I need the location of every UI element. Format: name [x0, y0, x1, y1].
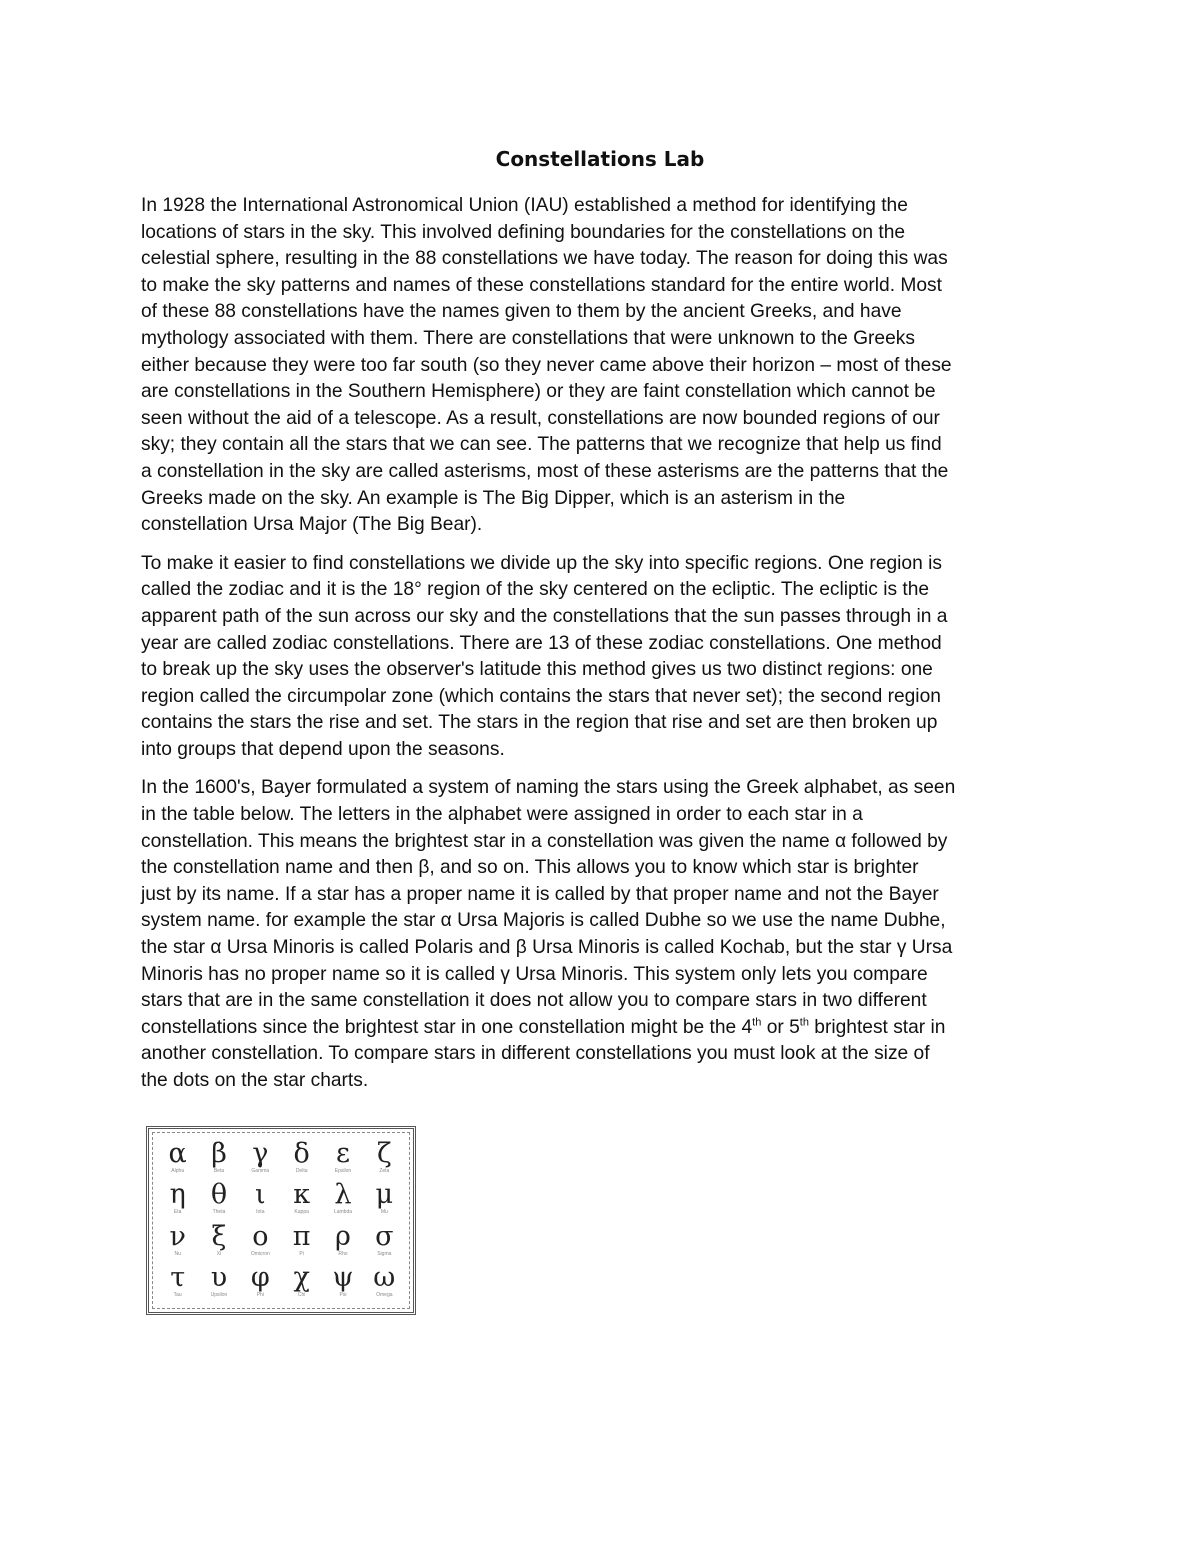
greek-cell: [240, 1222, 281, 1263]
greek-letter-name: Upsilon: [210, 1291, 228, 1298]
greek-cell: [322, 1180, 363, 1221]
greek-letter: η: [169, 1179, 186, 1211]
greek-letter: θ: [210, 1179, 228, 1211]
superscript-4th: th: [752, 1016, 762, 1029]
greek-cell: [157, 1180, 198, 1221]
paragraph-bayer-text-2: or 5: [761, 1016, 800, 1038]
greek-cell: [157, 1139, 198, 1180]
greek-cell: [364, 1222, 405, 1263]
greek-letter-name: Sigma: [377, 1250, 392, 1257]
greek-letter-name: Psi: [339, 1291, 347, 1298]
greek-letter-name: Zeta: [379, 1168, 390, 1174]
greek-letter-name: Nu: [174, 1250, 181, 1257]
greek-letter-name: Iota: [256, 1209, 265, 1216]
greek-cell: [364, 1139, 405, 1180]
greek-letter: μ: [375, 1179, 394, 1211]
greek-letter-name: Theta: [212, 1209, 226, 1216]
greek-cell: [322, 1139, 363, 1180]
greek-letter-name: Omicron: [250, 1250, 270, 1257]
greek-letter-name: Mu: [380, 1209, 388, 1216]
greek-letter: ψ: [332, 1261, 354, 1293]
greek-letter-name: Chi: [297, 1291, 306, 1298]
page-title: Constellations Lab: [495, 147, 705, 171]
greek-cell: [198, 1139, 239, 1180]
greek-cell: [240, 1139, 281, 1180]
greek-cell: [364, 1263, 405, 1304]
greek-letter: ο: [252, 1220, 269, 1252]
greek-letter-name: Tau: [173, 1291, 182, 1298]
greek-cell: [364, 1180, 405, 1221]
greek-letter: ε: [335, 1138, 350, 1169]
greek-letter: β: [211, 1138, 227, 1169]
greek-letter-name: Phi: [256, 1291, 264, 1298]
greek-cell: [281, 1180, 322, 1221]
paragraph-bayer-text-3: brightest star in another constellation. To compare stars in different constellations you must look at the size of the dots on the star charts.: [141, 1016, 946, 1091]
greek-cell: [240, 1180, 281, 1221]
greek-cell: [281, 1222, 322, 1263]
greek-cell: [281, 1139, 322, 1180]
paragraph-zodiac: To make it easier to find constellations we divide up the sky into specific regions. One region is called the zodiac and it is the 18° region of the sky centered on the ecliptic. The ecliptic is the apparent path of the sun across our sky and the constellations that the sun passes through in a year are called zodiac constellations. There are 13 of these zodiac constellations. One method to break up the sky uses the observer's latitude this method gives us two distinct regions: one region called the circumpolar zone (which contains the stars that never set); the second region contains the stars the rise and set. The stars in the region that rise and set are then broken up into groups that depend upon the seasons.: [141, 552, 948, 760]
greek-cell: [240, 1263, 281, 1304]
greek-letter-name: Alpha: [171, 1168, 185, 1174]
greek-letter-name: Kappa: [294, 1209, 309, 1216]
greek-letter: ω: [373, 1261, 396, 1293]
greek-letter-name: Epsilon: [334, 1168, 352, 1174]
greek-letter: ξ: [211, 1220, 227, 1252]
paragraph-iau: In 1928 the International Astronomical Union (IAU) established a method for identifying the locations of stars in the sky. This involved defining boundaries for the constellations on the celestial sphere, resulting in the 88 constellations we have today. The reason for doing this was to make the sky patterns and names of these constellations standard for the entire world. Most of these 88 constellations have the names given to them by the ancient Greeks, and have mythology associated with them. There are constellations that were unknown to the Greeks either because they were too far south (so they never came above their horizon – most of these are constellations in the Southern Hemisphere) or they are faint constellation which cannot be seen without the aid of a telescope. As a result, constellations are now bounded regions of our sky; they contain all the stars that we can see. The patterns that we recognize that help us find a constellation in the sky are called asterisms, most of these asterisms are the patterns that the Greeks made on the sky. An example is The Big Dipper, which is an asterism in the constellation Ursa Major (The Big Bear).: [141, 195, 952, 536]
greek-letter-name: Rho: [338, 1250, 348, 1257]
greek-cell: [198, 1222, 239, 1263]
greek-letter: ζ: [377, 1138, 392, 1169]
paragraph-bayer-text-1: In the 1600's, Bayer formulated a system of naming the stars using the Greek alphabet, as seen in the table below. The letters in the alphabet were assigned in order to each star in a constellation. This means the brightest star in a constellation was given the name α followed by the constellation name and then β, and so on. This allows you to know which star is brighter just by its name. If a star has a proper name it is called by that proper name and not the Bayer system name. for example the star α Ursa Majoris is called Dubhe so we use the name Dubhe, the star α Ursa Minoris is called Polaris and β Ursa Minoris is called Kochab, but the star γ Ursa Minoris has no proper name so it is called γ Ursa Minoris. This system only lets you compare stars that are in the same constellation it does not allow you to compare stars in two different constellations since the brightest star in one constellation might be the 4: [141, 777, 956, 1038]
greek-letter: ρ: [335, 1220, 351, 1252]
greek-letter-name: Gamma: [251, 1168, 270, 1174]
greek-letter-name: Omega: [376, 1291, 393, 1298]
greek-letter: λ: [334, 1179, 352, 1211]
paragraph-bayer: [141, 775, 1076, 1094]
greek-letter: σ: [375, 1220, 394, 1252]
greek-letter: γ: [252, 1138, 269, 1169]
greek-letter: χ: [293, 1261, 310, 1293]
greek-letter: κ: [293, 1179, 311, 1211]
greek-letter: α: [168, 1138, 187, 1169]
greek-letter-name: Pi: [299, 1250, 304, 1257]
greek-cell: [157, 1222, 198, 1263]
greek-letter-name: Xi: [216, 1250, 222, 1257]
greek-cell: [157, 1263, 198, 1304]
greek-letter: π: [292, 1220, 311, 1252]
greek-letter: φ: [250, 1261, 270, 1293]
greek-letter: ν: [169, 1220, 186, 1252]
greek-letter-name: Eta: [173, 1209, 182, 1216]
greek-cell: [198, 1263, 239, 1304]
greek-alphabet-table: [146, 1126, 416, 1315]
greek-cell: [322, 1263, 363, 1304]
greek-letter: υ: [210, 1261, 228, 1293]
greek-letter-name: Lambda: [333, 1209, 353, 1216]
superscript-5th: th: [799, 1016, 809, 1029]
greek-letter: ι: [255, 1179, 266, 1211]
greek-letter: δ: [293, 1138, 310, 1169]
greek-cell: [322, 1222, 363, 1263]
document-body: [141, 193, 1076, 1107]
greek-letter-name: Beta: [213, 1168, 225, 1174]
greek-letter-name: Delta: [295, 1168, 308, 1174]
greek-cell: [198, 1180, 239, 1221]
greek-letter: τ: [170, 1261, 186, 1293]
greek-cell: [281, 1263, 322, 1304]
